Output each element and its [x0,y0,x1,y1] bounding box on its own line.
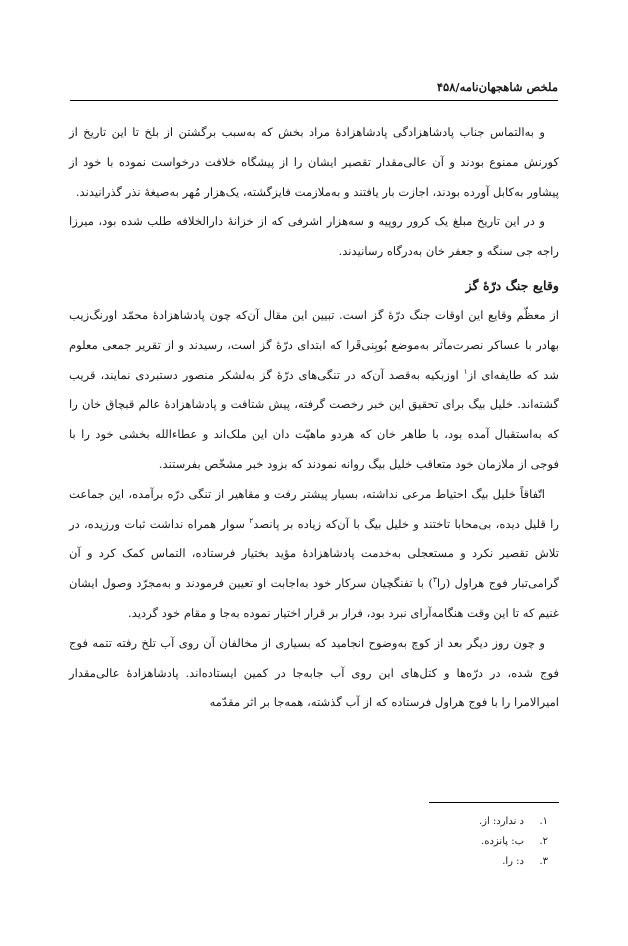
footnote-ref-1: ۱ [463,366,468,376]
paragraph-3 [69,301,559,480]
paragraph-4-part-a: اتّفاقاً خلیل بیگ احتیاط مرعی نداشته، بسیار پیشتر رفت و مقاهیر از تنگی درّه برآمده، این جماعت را قلیل دیده، بی‌محابا تاختند و خلیل بیگ با آن‌که زیاده بر پانصد [69,486,559,531]
footnote-ref-2: ۲ [249,515,254,525]
paragraph-4 [69,480,559,629]
footnote-ref-3: ۳ [432,575,437,585]
footnote-item [69,832,548,852]
footnote-divider [429,802,559,803]
footnote-text: د: را. [502,856,524,867]
paragraph-3-part-b: اوزبکیه به‌قصد آن‌که در تنگی‌های درّهٔ گز به‌لشکر منصور دستبردی نمایند، قریب گشته‌اند. خلیل بیگ برای تحقیق این خبر رخصت گرفته، پیش شتافت و پادشاهزادهٔ عالم قبچاق خان را که به‌استقبال آمده بود، با طاهر خان که هردو ماهیّت دان این ملک‌اند و عطاءالله بخشی خود را با فوجی از ملازمان خود متعاقب خلیل بیگ روانه نمودند که بزود خبر مشخّص بفرستند. [69,367,559,471]
footnote-text: ب: پانزده. [481,836,524,847]
paragraph-4-part-b: سوار همراه نداشت ثبات ورزیده، در تلاش تقصیر نکرد و مستعجلی به‌خدمت پادشاهزادهٔ مؤید بختیار فرستاده، التماس کمک کرد و آن گرامی‌تبار فوج هراول (را [69,516,559,591]
paragraph-4-part-c: ) با تفنگچیان سرکار خود به‌اجابت او تعیین فرمودند و به‌مجرّد وصول ایشان غنیم که تا این وقت هنگامه‌آرای نبرد بود، فرار بر قرار اختیار نموده به‌جا و مقام خود گردید. [69,576,559,620]
footnote-number: ۳. [539,856,548,867]
footnote-item [69,852,548,872]
paragraph-2: و در این تاریخ مبلغ یک کرور روپیه و سه‌هزار اشرفی که از خزانهٔ دارالخلافه طلب شده بود، میرزا راجه جی سنگه و جعفر خان به‌درگاه رسانیدند. [69,214,559,259]
footnote-number: ۲. [539,836,548,847]
running-head: ملخص شاهجهان‌نامه/۴۵۸ [70,80,558,101]
section-heading: وقایع جنگ درّهٔ گز [465,277,559,293]
paragraph-1: و به‌التماس جناب پادشاهزادگی پادشاهزادهٔ مراد بخش که به‌سبب برگشتن از بلخ تا این تاریخ از کورنش ممنوع بودند و آن عالی‌مقدار تقصیر ایشان را از پیشگاه خلافت درخواست نموده با خود از پیشاور به‌کابل آورده بودند، اجازت بار یافتند و به‌ملازمت فایزگشته، یک‌هزار مُهر به‌صیغهٔ نذر گذرانیدند. [69,125,559,199]
footnotes [69,812,548,872]
body-text [69,118,559,718]
paragraph-3-part-a: از معظّم وقایع این اوقات جنگ درّهٔ گز است. تبیین این مقال آن‌که چون پادشاهزادهٔ محمّد اورنگ‌زیب بهادر با عساکر نصرت‌مآثر به‌موضع بُوبِنی‌قَرا که ابتدای درّهٔ گز است، رسیدند و از تقریر جمعی معلوم شد که طایفه‌ای از [69,307,559,382]
footnote-text: د ندارد: از. [478,816,524,827]
footnote-item [69,812,548,832]
footnote-number: ۱. [539,816,548,827]
paragraph-5: و چون روز دیگر بعد از کوچ به‌وضوح انجامید که بسیاری از مخالفان آن روی آب تلخ رفته تتمه فوج فوج شده، در درّه‌ها و کتل‌های این روی آب جابه‌جا در کمین ایستاده‌اند. پادشاهزادهٔ عالی‌مقدار امیرالامرا را با فوج هراول فرستاده که از آب گذشته، همه‌جا بر اثر مقدّمه [69,635,559,710]
